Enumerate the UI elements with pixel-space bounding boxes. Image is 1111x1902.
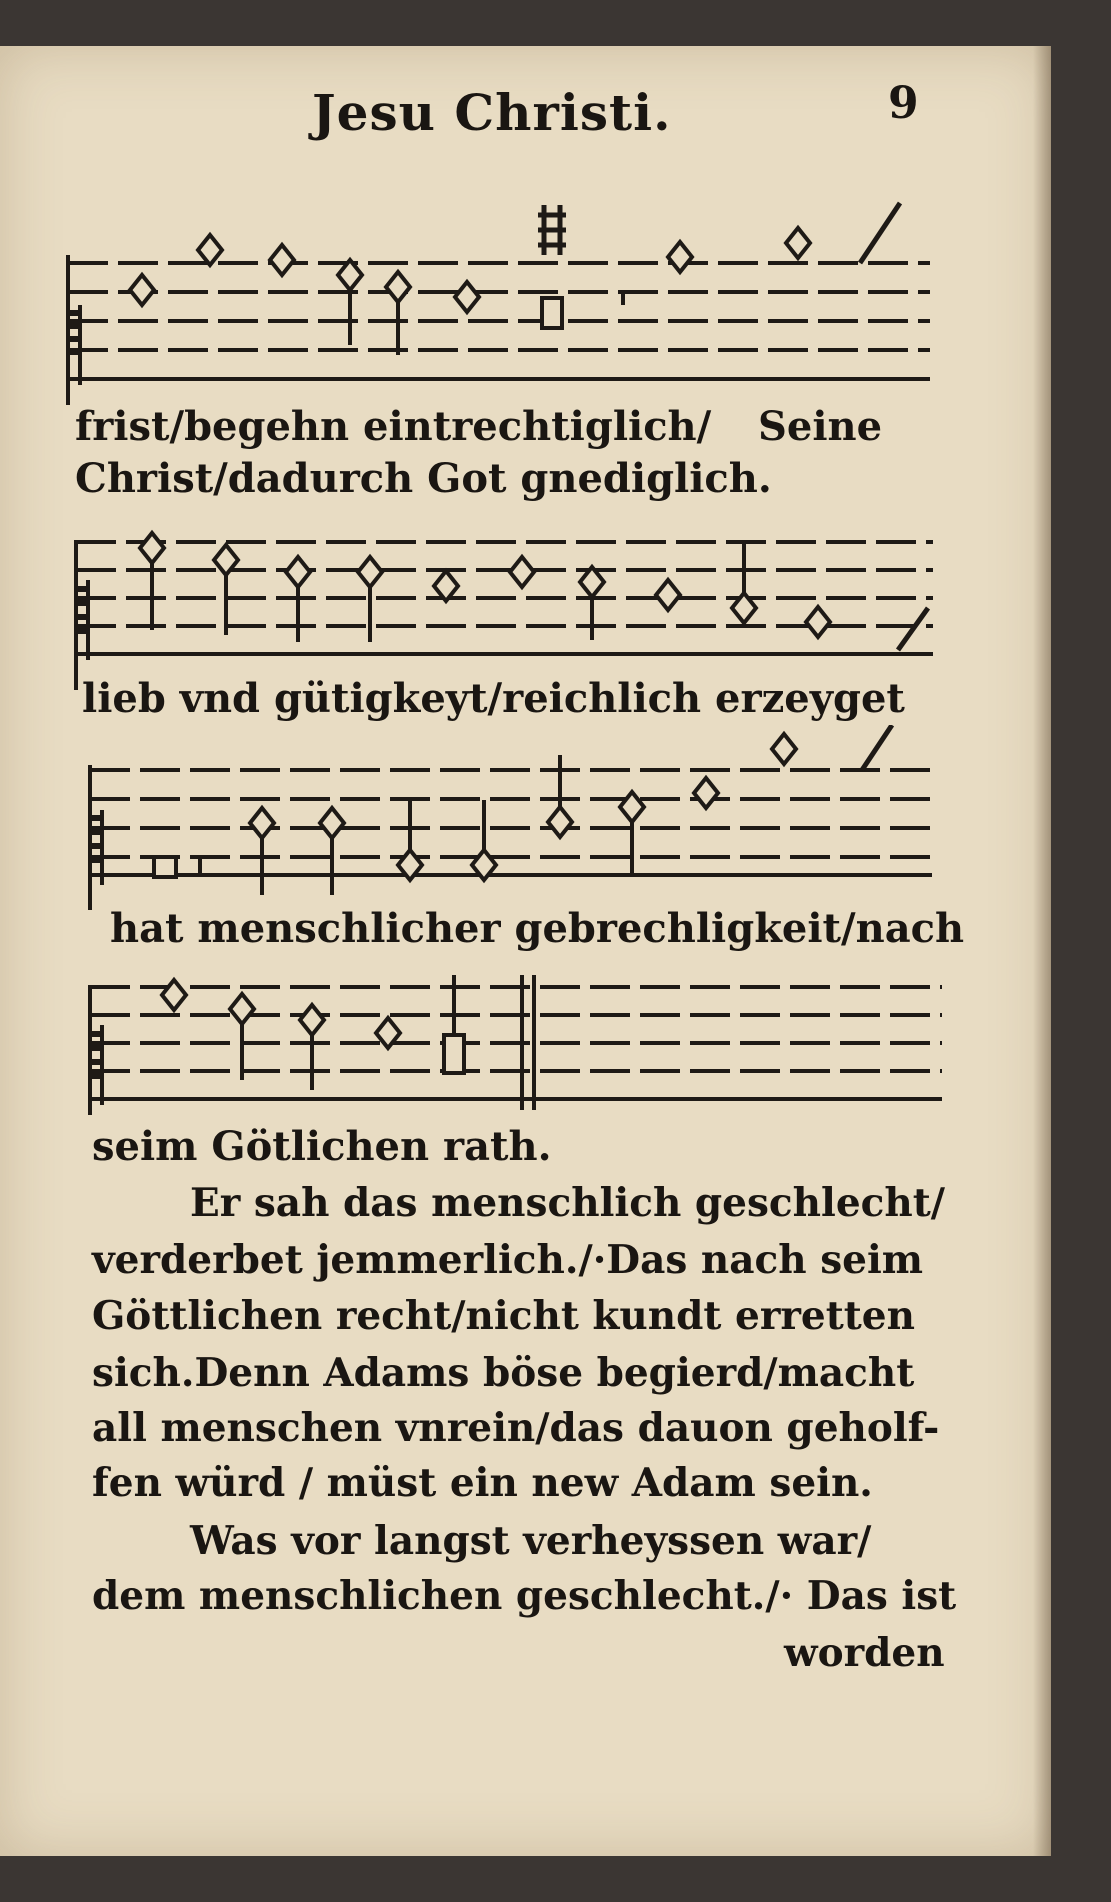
verse-line-8: dem menschlichen geschlecht./· Das ist <box>92 1573 957 1619</box>
lyric-line-5: seim Götlichen rath. <box>92 1123 552 1170</box>
music-staff-3 <box>82 725 942 915</box>
lyric-line-4: hat menschlicher gebrechligkeit/nach <box>110 905 965 952</box>
lyric-line-1b: Seine <box>758 403 883 450</box>
lyric-line-3: lieb vnd gütigkeyt/reichlich erzeyget <box>82 675 905 722</box>
music-staff-1 <box>60 195 940 410</box>
lyric-line-1a: frist/begehn eintrechtiglich/ <box>75 403 712 450</box>
verse-line-3: Göttlichen recht/nicht kundt erretten <box>92 1293 915 1339</box>
music-staff-4 <box>82 965 952 1120</box>
verse-line-4: sich.Denn Adams böse begierd/macht <box>92 1350 915 1396</box>
page-title: Jesu Christi. <box>312 83 672 142</box>
verse-line-6: fen würd / müst ein new Adam sein. <box>92 1460 873 1506</box>
catchword: worden <box>784 1630 945 1676</box>
lyric-line-2: Christ/dadurch Got gnediglich. <box>75 455 772 502</box>
verse-line-2: verderbet jemmerlich./·Das nach seim <box>92 1237 924 1283</box>
verse-line-1: Er sah das menschlich geschlecht/ <box>190 1180 946 1226</box>
page-number: 9 <box>888 78 919 129</box>
verse-line-5: all menschen vnrein/das dauon geholf- <box>92 1405 940 1451</box>
music-staff-2 <box>68 520 948 695</box>
verse-line-7: Was vor langst verheyssen war/ <box>190 1518 872 1564</box>
